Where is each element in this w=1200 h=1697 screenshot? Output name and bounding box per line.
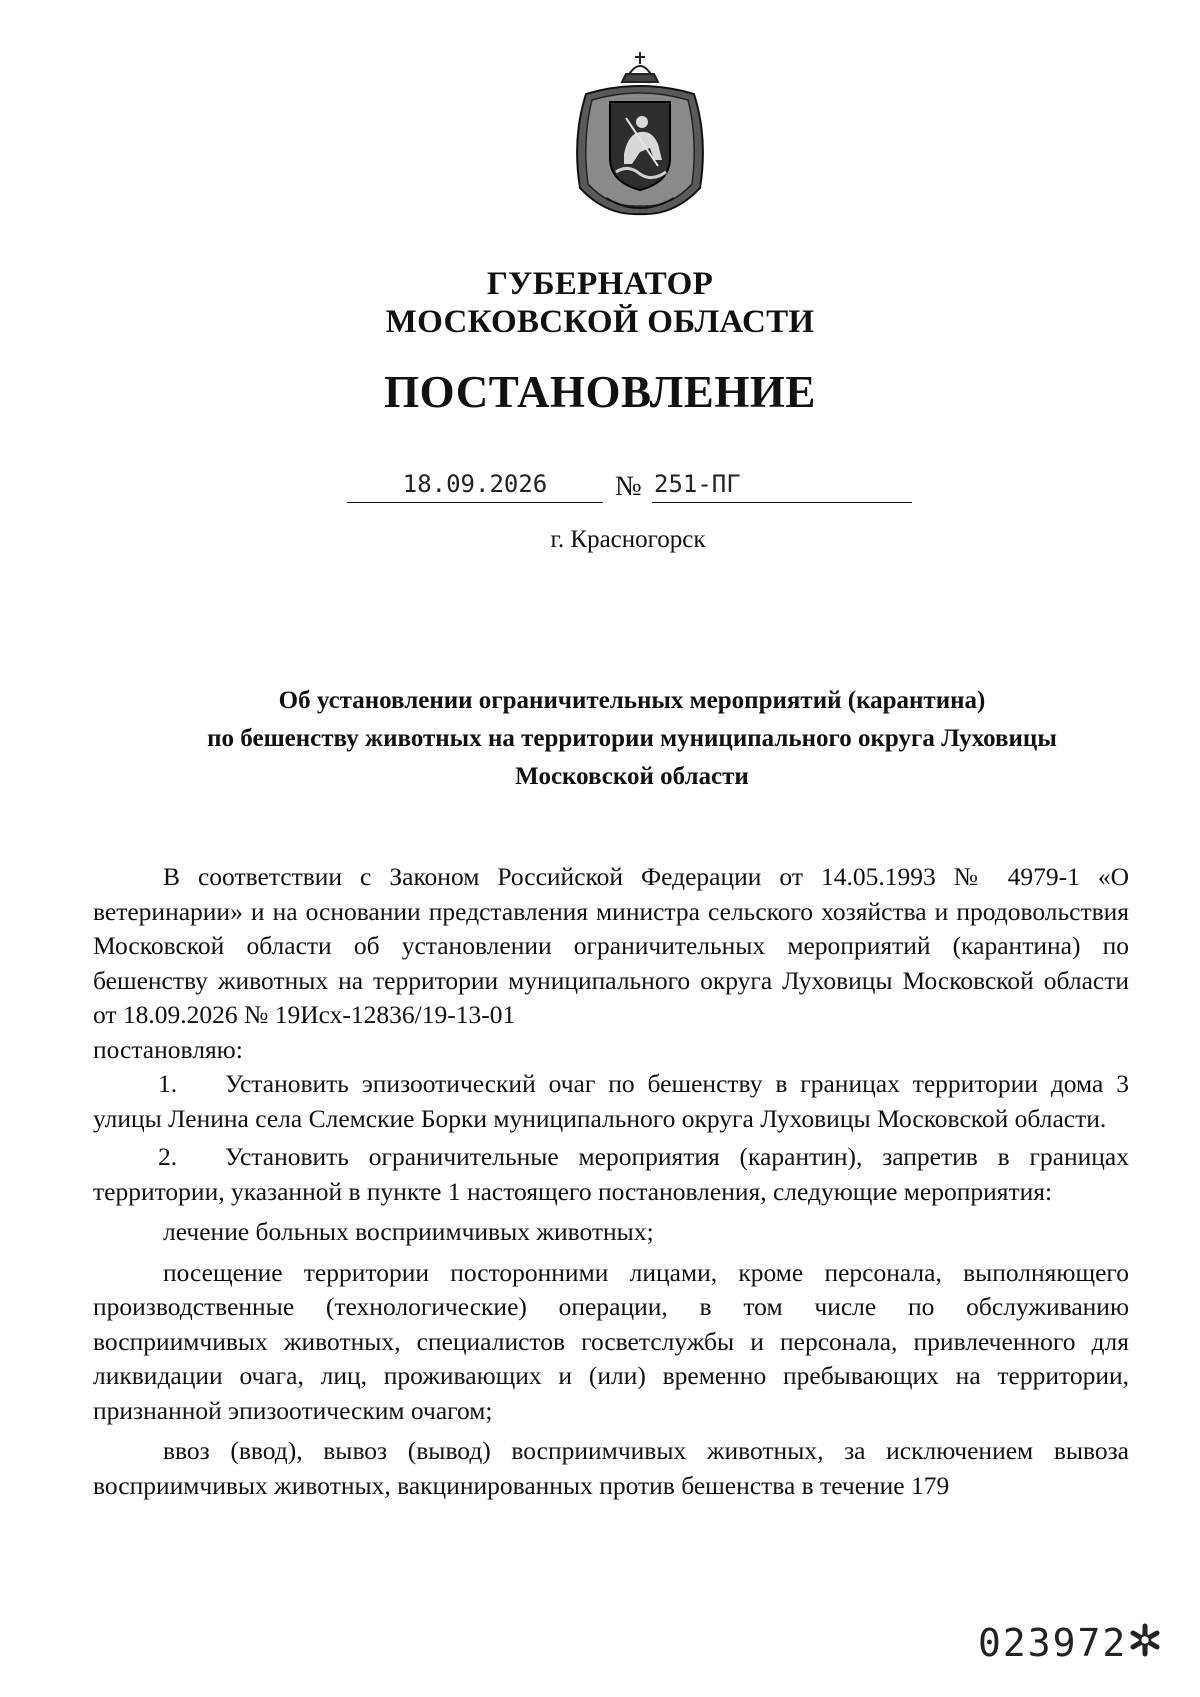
number-sign: № (615, 471, 642, 502)
clause-item (93, 1140, 1129, 1209)
issue-city: г. Красногорск (550, 526, 706, 553)
document-subject (100, 682, 1164, 796)
form-serial-number: 023972 (978, 1621, 1128, 1665)
document-number-field: 251-ПГ (652, 468, 912, 503)
subject-line: Об установлении ограничительных мероприятий (карантина) (278, 687, 986, 714)
decree-word: постановляю: (93, 1034, 243, 1064)
document-body (93, 860, 1129, 1503)
subject-line: по бешенству животных на территории муниципального округа Луховицы (207, 725, 1057, 752)
clause-number: 1. (158, 1069, 178, 1098)
measure-item: ввоз (ввод), вывоз (вывод) восприимчивых животных, за исключением вывоза восприимчивых животных, вакцинированных против бешенства в течение 179 (93, 1436, 1129, 1500)
measure-item: посещение территории посторонними лицами, кроме персонала, выполняющего производственные (технологические) операции, в том числе по обслуживанию восприимчивых животных, специалистов госветслужбы и персонала, привлеченного для ликвидации очага, лиц, проживающих и (или) временно пребывающих на территории, признанной эпизоотическим очагом; (93, 1257, 1129, 1425)
asterisk-mark-icon (1128, 1622, 1162, 1658)
issuer-region: МОСКОВСКОЙ ОБЛАСТИ (385, 304, 815, 340)
clause-text: Установить ограничительные мероприятия (карантин), запретив в границах территории, указанной в пункте 1 настоящего постановления, следующие мероприятия: (93, 1142, 1129, 1206)
coat-of-arms-icon (566, 48, 714, 218)
measure-item: лечение больных восприимчивых животных; (163, 1217, 654, 1246)
issuer-title: ГУБЕРНАТОР (486, 266, 714, 302)
subject-line: Московской области (515, 763, 749, 790)
document-date-field: 18.09.2026 (347, 468, 603, 503)
preamble-paragraph: В соответствии с Законом Российской Федерации от 14.05.1993 № 4979-1 «О ветеринарии» и на основании представления министра сельского хозяйства и продовольствия Московской области об установлении ограничительных мероприятий (карантина) по бешенству животных на территории муниципального округа Луховицы Московской области от 18.09.2026 № 19Исх-12836/19-13-01 (93, 862, 1129, 1029)
clause-item (93, 1067, 1129, 1136)
clause-text: Установить эпизоотический очаг по бешенству в границах территории дома 3 улицы Ленина села Слемские Борки муниципального округа Луховицы Московской области. (93, 1069, 1129, 1133)
clause-number: 2. (158, 1142, 178, 1171)
document-type-title: ПОСТАНОВЛЕНИЕ (384, 367, 816, 417)
